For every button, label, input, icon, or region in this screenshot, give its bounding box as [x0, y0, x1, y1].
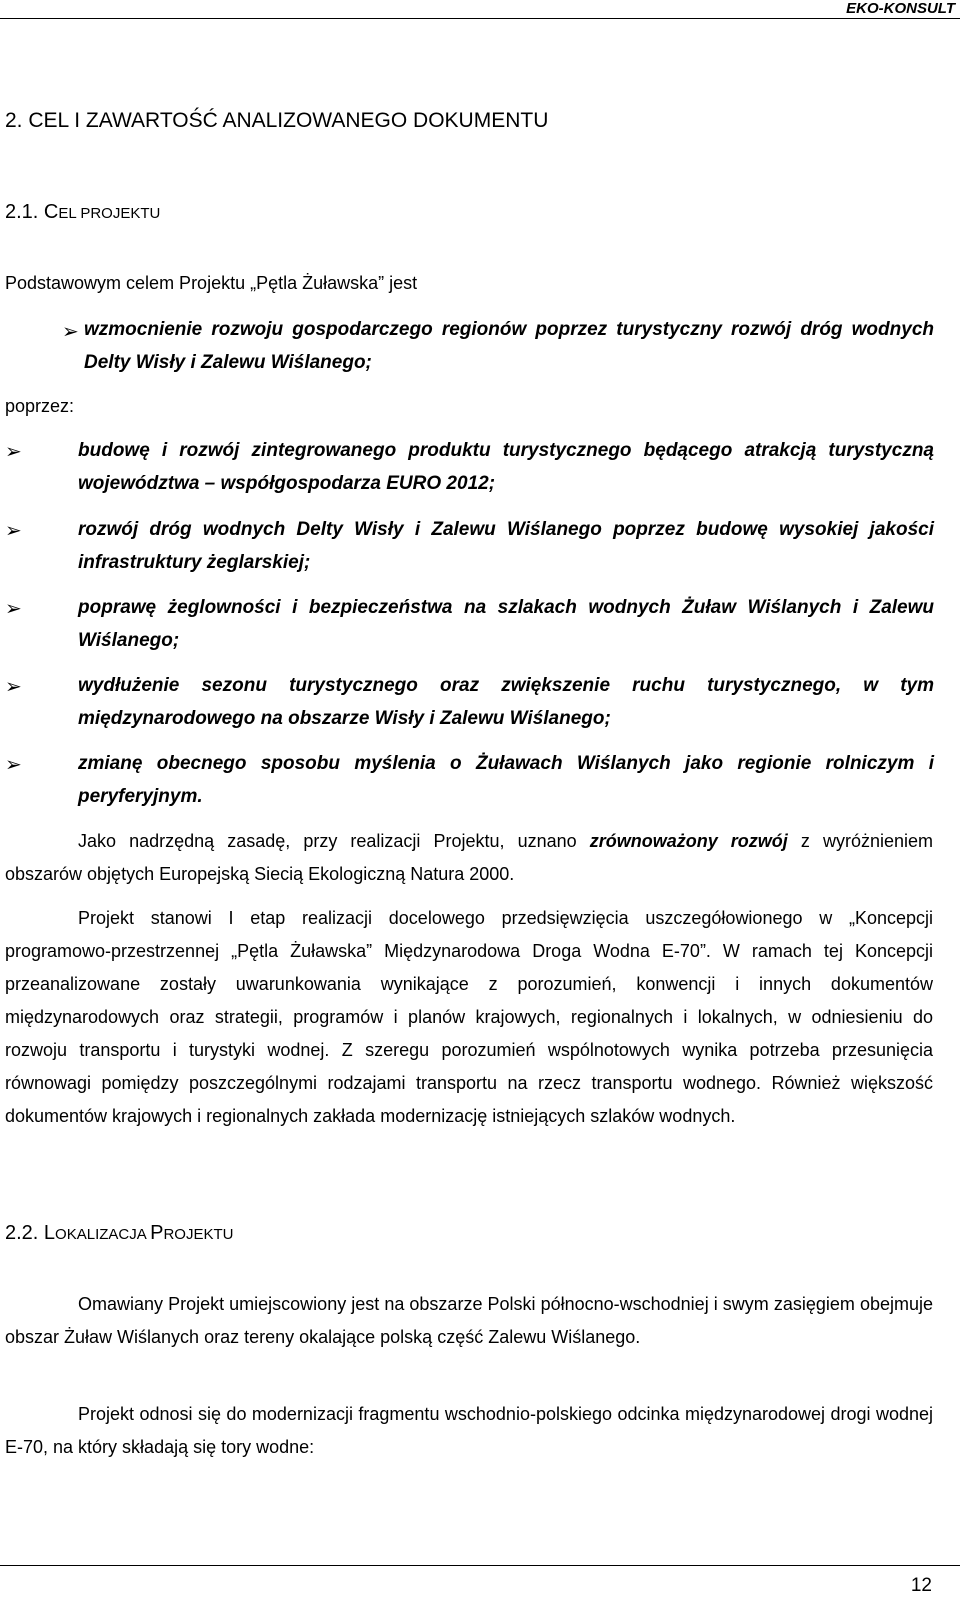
section-title: 2. CEL I ZAWARTOŚĆ ANALIZOWANEGO DOKUMENTU — [5, 109, 549, 132]
bullet-item: poprawę żeglowności i bezpieczeństwa na szlakach wodnych Żuław Wiślanych i Zalewu Wiślanego; — [78, 597, 934, 651]
para-text: Jako nadrzędną zasadę, przy realizacji Projektu, uznano — [78, 831, 590, 851]
intro-text: Podstawowym celem Projektu „Pętla Żuławska” jest — [5, 273, 418, 293]
subsection-rest: ROJEKTU — [163, 1226, 234, 1243]
subsection-number: 2.2. — [5, 1222, 44, 1244]
subsection-rest: OKALIZACJA — [55, 1226, 151, 1243]
subsection-number: 2.1. — [5, 201, 44, 223]
subsection-rest: EL PROJEKTU — [58, 205, 161, 222]
company-name: EKO-KONSULT — [846, 0, 955, 17]
poprzez-label: poprzez: — [5, 396, 75, 416]
paragraph-location: Omawiany Projekt umiejscowiony jest na obszarze Polski północno-wschodniej i swym zasięgiem obejmuje obszar Żuław Wiślanych oraz tereny okalające polską część Zalewu Wiślanego. — [5, 1294, 933, 1347]
para-text: z wyróżnieniem obszarów objętych Europejską Siecią Ekologiczną Natura 2000. — [5, 831, 933, 884]
arrow-bullet-icon: ➢ — [62, 321, 79, 343]
arrow-bullet-icon: ➢ — [5, 441, 22, 463]
page-header — [0, 0, 960, 19]
arrow-bullet-icon: ➢ — [5, 754, 22, 776]
subsection-cap: C — [43, 201, 59, 223]
emphasis-text: zrównoważony rozwój — [589, 831, 788, 851]
bullet-item: wydłużenie sezonu turystycznego oraz zwiększenie ruchu turystycznego, w tym międzynarodowego na obszarze Wisły i Zalewu Wiślanego; — [78, 675, 934, 729]
subsection-title-goal — [5, 201, 160, 224]
arrow-bullet-icon: ➢ — [5, 520, 22, 542]
page-number: 12 — [910, 1575, 932, 1596]
arrow-bullet-icon: ➢ — [5, 598, 22, 620]
subsection-cap: L — [43, 1222, 56, 1244]
paragraph-e70: Projekt odnosi się do modernizacji fragmentu wschodnio-polskiego odcinka międzynarodowej drogi wodnej E-70, na który składają się tory wodne: — [5, 1404, 933, 1457]
paragraph-concept: Projekt stanowi I etap realizacji docelowego przedsięwzięcia uszczegółowionego w „Koncepcji programowo-przestrzennej „Pętla Żuławska” Międzynarodowa Droga Wodna E-70”. W ramach tej Koncepcji przeanalizowane zostały uwarunkowania wynikające z porozumień, konwencji i innych dokumentów międzynarodowych oraz strategii, programów i planów krajowych, regionalnych i lokalnych, w odniesieniu do rozwoju transportu i turystyki wodnej. Z szeregu porozumień wspólnotowych wynika potrzeba przesunięcia równowagi pomiędzy poszczególnymi rodzajami transportu na rzecz transportu wodnego. Również większość dokumentów krajowych i regionalnych zakłada modernizację istniejących szlaków wodnych. — [5, 908, 933, 1126]
arrow-bullet-icon: ➢ — [5, 676, 22, 698]
paragraph-sustainable — [5, 825, 933, 891]
footer-divider — [0, 1565, 960, 1566]
bullet-item: zmianę obecnego sposobu myślenia o Żuławach Wiślanych jako regionie rolniczym i peryferyjnym. — [78, 753, 934, 807]
bullet-item: budowę i rozwój zintegrowanego produktu turystycznego będącego atrakcją turystyczną województwa – współgospodarza EURO 2012; — [78, 440, 934, 494]
main-goal-text: wzmocnienie rozwoju gospodarczego regionów poprzez turystyczny rozwój dróg wodnych Delty Wisły i Zalewu Wiślanego; — [84, 319, 934, 373]
subsection-cap: P — [150, 1222, 164, 1244]
subsection-title-location — [5, 1222, 233, 1245]
bullet-item: rozwój dróg wodnych Delty Wisły i Zalewu Wiślanego poprzez budowę wysokiej jakości infrastruktury żeglarskiej; — [78, 519, 934, 573]
